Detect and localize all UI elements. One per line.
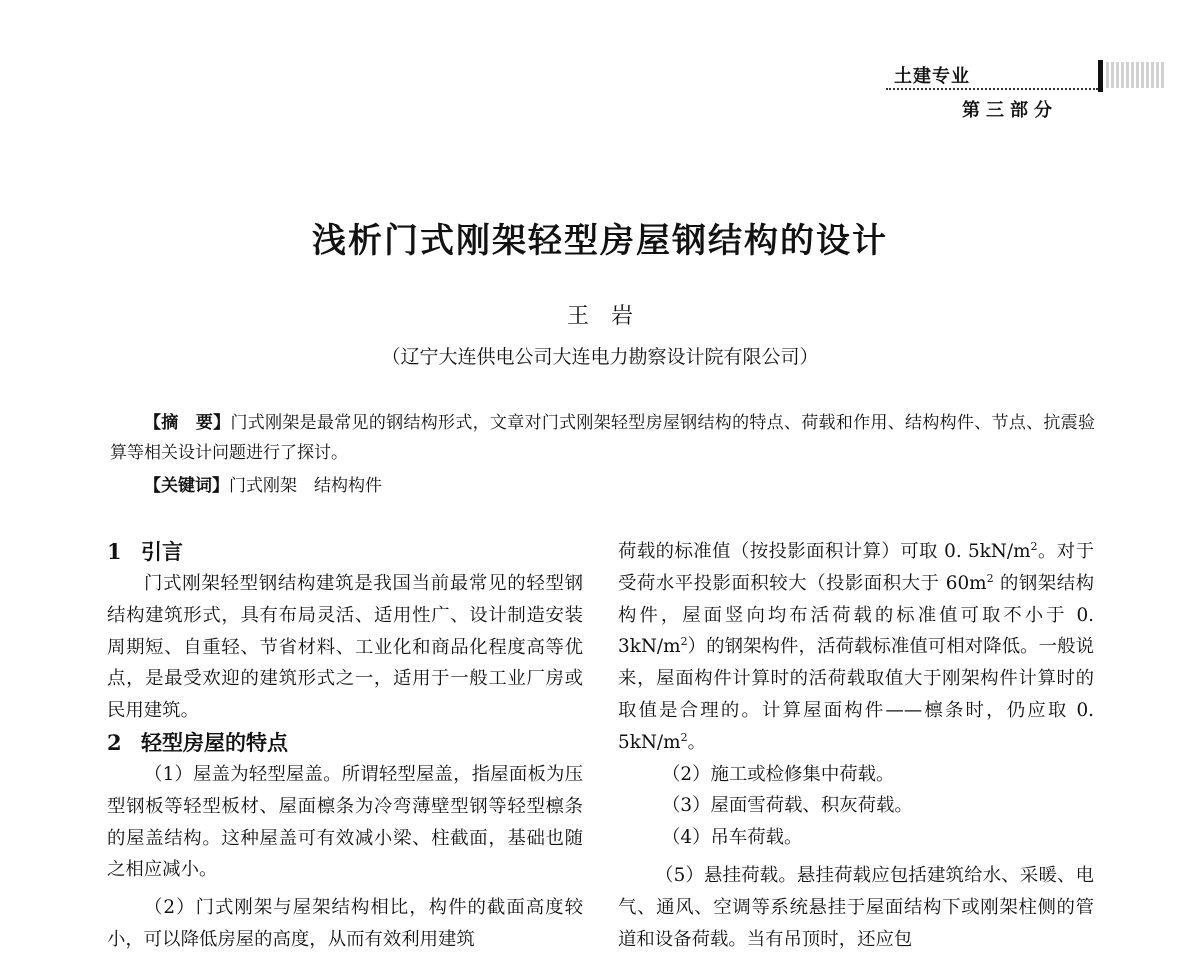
section-heading-2	[107, 727, 583, 759]
keywords	[144, 471, 382, 501]
journal-part-label: 第三部分	[962, 100, 1058, 121]
superscript: 2	[680, 730, 688, 744]
text-run: 。对于受荷水平投影面积较大（投影面积大于 60m	[618, 541, 1094, 594]
paragraph: （5）悬挂荷载。悬挂荷载应包括建筑给水、采暖、电气、通风、空调等系统悬挂于屋面结构下或刚架柱侧的管道和设备荷载。当有吊顶时，还应包	[618, 864, 1094, 950]
paragraph	[618, 536, 1094, 759]
right-column	[618, 536, 1094, 955]
header-dotted-rule	[886, 88, 1098, 90]
keywords-text: 门式刚架 结构构件	[229, 476, 382, 496]
keywords-tag: 【关键词】	[144, 476, 229, 496]
superscript: 2	[986, 571, 994, 585]
paragraph: 门式刚架轻型钢结构建筑是我国当前最常见的轻型钢结构建筑形式，具有布局灵活、适用性广、设计制造安装周期短、自重轻、节省材料、工业化和商品化程度高等优点，是最受欢迎的建筑形式之一，适用于一般工业厂房或民用建筑。	[107, 573, 583, 722]
section-title: 轻型房屋的特点	[141, 729, 288, 755]
header-pattern-decoration	[1106, 62, 1166, 88]
text-run: 荷载的标准值（按投影面积计算）可取 0. 5kN/m	[618, 541, 1031, 562]
text-run: 。	[687, 731, 706, 753]
section-number: 2	[107, 729, 122, 755]
abstract-tag: 【摘 要】	[144, 413, 231, 433]
abstract-text: 门式刚架是最常见的钢结构形式，文章对门式刚架轻型房屋钢结构的特点、荷载和作用、结构构件、节点、抗震验算等相关设计问题进行了探讨。	[110, 413, 1096, 463]
section-title: 引言	[141, 539, 183, 564]
section-number: 1	[107, 539, 122, 564]
list-item: （3）屋面雪荷载、积灰荷载。	[662, 795, 913, 817]
paragraph: （2）门式刚架与屋架结构相比，构件的截面高度较小，可以降低房屋的高度，从而有效利用建筑	[107, 897, 583, 950]
left-column	[107, 536, 583, 956]
paragraph: （1）屋盖为轻型屋盖。所谓轻型屋盖，指屋面板为压型钢板等轻型板材、屋面檩条为冷弯薄壁型钢等轻型檩条的屋盖结构。这种屋盖可有效减小梁、柱截面，基础也随之相应减小。	[107, 763, 583, 881]
superscript: 2	[680, 635, 688, 649]
paper-author: 王岩	[566, 304, 655, 329]
paper-affiliation: （辽宁大连供电公司大连电力勘察设计院有限公司）	[381, 346, 819, 368]
text-run: ）的钢架构件，活荷载标准值可相对降低。一般说来，屋面构件计算时的活荷载取值大于刚架构件计算时的取值是合理的。计算屋面构件——檩条时，仍应取 0. 5kN/m	[618, 636, 1094, 753]
superscript: 2	[1030, 539, 1038, 553]
text-run: 的钢架结构构件，屋面竖向均布活荷载的标准值可取不小于 0. 3kN/m	[618, 572, 1094, 658]
header-marker-bar	[1098, 60, 1103, 92]
section-heading-1	[107, 536, 583, 568]
abstract	[110, 408, 1095, 468]
list-item: （4）吊车荷载。	[662, 827, 803, 849]
paper-title: 浅析门式刚架轻型房屋钢结构的设计	[312, 221, 888, 261]
journal-section-label: 土建专业	[894, 66, 970, 87]
list-item: （2）施工或检修集中荷载。	[662, 763, 895, 785]
